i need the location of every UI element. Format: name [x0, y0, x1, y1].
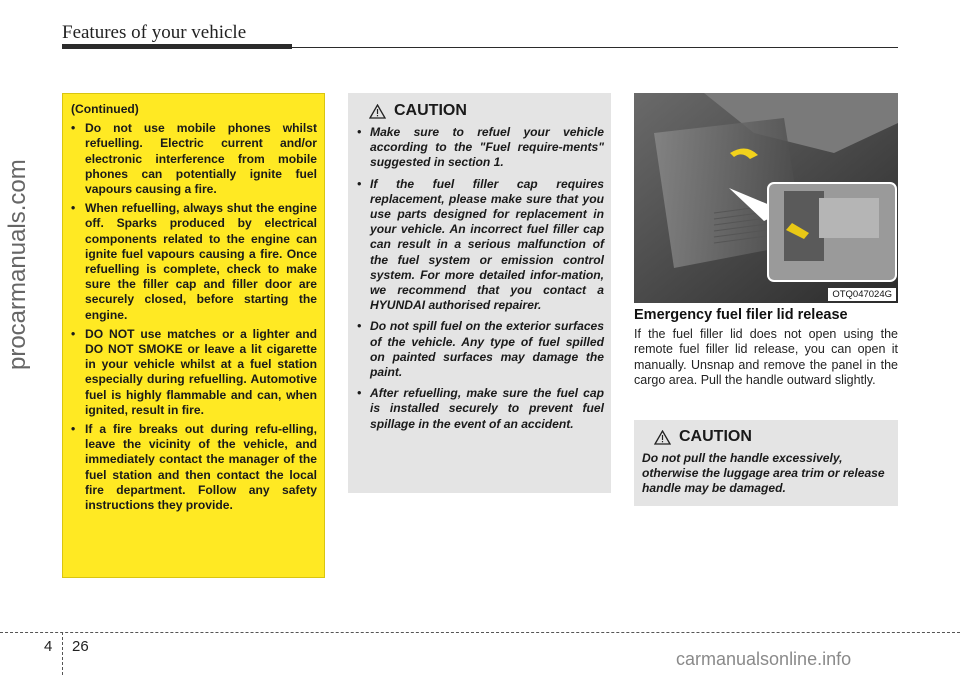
- caution-heading: [654, 428, 890, 446]
- footer-divider: [62, 632, 63, 675]
- fuel-lid-release-photo: [634, 93, 898, 303]
- caution-heading: [369, 102, 604, 120]
- caution-box-refuel: [348, 93, 611, 493]
- header-rule-thick: [62, 44, 292, 49]
- caution-list: [357, 125, 604, 432]
- section-title: Emergency fuel filer lid release: [634, 307, 848, 323]
- caution-heading-text: CAUTION: [679, 428, 752, 445]
- warning-item: • Do not use mobile phones whilst refuelling. Electric current and/or electronic interference from mobile phones can potentially ignite fuel vapours causing a fire.: [71, 121, 317, 197]
- footer-rule: [0, 632, 960, 633]
- chapter-number: 4: [44, 638, 53, 655]
- caution-item: • After refuelling, make sure the fuel cap is installed securely to prevent fuel spillage in the event of an accident.: [357, 386, 604, 432]
- warning-item: • DO NOT use matches or a lighter and DO NOT SMOKE or leave a lit cigarette in your vehicle whilst at a fuel station especially during refuelling. Automotive fuel is highly flammable and can, when ignited, result in fire.: [71, 327, 317, 418]
- warning-item: • If a fire breaks out during refu-elling, leave the vicinity of the vehicle, and immediately contact the manager of the fuel station and then contact the local fire department. Follow any safety instructions they provide.: [71, 422, 317, 513]
- section-body: If the fuel filler lid does not open using the remote fuel filler lid release, you can open it manually. Unsnap and remove the panel in the cargo area. Pull the handle outward slightly.: [634, 327, 898, 387]
- warning-item: • When refuelling, always shut the engine off. Sparks produced by electrical components related to the engine can ignite fuel vapours causing a fire. Once refuelling is complete, check to make sure the filler cap and filler door are securely closed, before starting the engine.: [71, 201, 317, 323]
- caution-heading-text: CAUTION: [394, 102, 467, 119]
- warning-continued-label: (Continued): [71, 102, 139, 116]
- page-header-title: Features of your vehicle: [62, 22, 247, 43]
- page-number: 26: [72, 638, 89, 655]
- warning-list: [71, 121, 317, 513]
- caution-item: • Do not spill fuel on the exterior surfaces of the vehicle. Any type of fuel spilled on painted surfaces may damage the paint.: [357, 319, 604, 380]
- bottom-watermark: carmanualsonline.info: [676, 649, 852, 669]
- caution-box-handle: [634, 420, 898, 506]
- header-rule-thin: [292, 47, 898, 48]
- caution-item: • Make sure to refuel your vehicle according to the "Fuel require-ments" suggested in section 1.: [357, 125, 604, 171]
- warning-triangle-icon: [654, 430, 671, 445]
- cargo-panel-illustration: [634, 93, 898, 303]
- caution-item: • If the fuel filler cap requires replacement, please make sure that you use parts designed for replacement in your vehicle. An incorrect fuel filler cap can result in a serious malfunction of the fuel system or emission control system. For more detailed infor-mation, we recommend that you contact a HYUNDAI authorised repairer.: [357, 177, 604, 314]
- side-watermark: procarmanuals.com: [4, 159, 31, 370]
- warning-box: [62, 93, 325, 578]
- warning-triangle-icon: [369, 104, 386, 119]
- caution-body: Do not pull the handle excessively, otherwise the luggage area trim or release handle may be damaged.: [642, 451, 885, 496]
- photo-code-label: OTQ047024G: [828, 288, 896, 301]
